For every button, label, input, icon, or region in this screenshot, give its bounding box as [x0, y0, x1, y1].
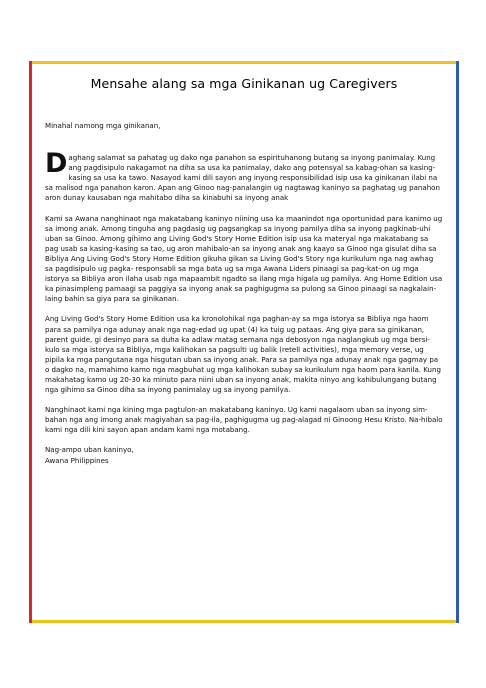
- letter-greeting: Minahal namong mga ginikanan,: [45, 121, 161, 130]
- letter-closing: [45, 445, 443, 465]
- paragraph-3: Ang Living God's Story Home Edition usa ka kronolohikal nga paghan-ay sa mga istorya sa Bibliya nga haom para sa pamilya nga adunay anak nga nag-edad ug upat (4) ka tuig ug pataas. Ang giya para sa ginikanan, parent guide, gi desinyo para sa duha ka adlaw matag semana nga debosyon nga naglangkub ug mga bersi-kulo sa mga istorya sa Bibliya, mga kalihokan sa pagsulti ug balik (retell activities), mga memory verse, ug pipila ka mga pangutana nga hisgutan uban sa inyong anak. Para sa pamilya nga adunay anak nga gagmay pa o dagko na, mamahimo kamo nga magbuhat ug mga kalihokan subay sa kurikulum nga haom para kanila. Kung makahatag kamo ug 20-30 ka minuto para niini uban sa inyong anak, makita ninyo ang kahibulungang butang nga gihimo sa Ginoo diha sa inyong panimalay ug sa inyong pamilya.: [45, 314, 441, 395]
- frame-top-border: [29, 61, 459, 64]
- frame-right-border: [456, 61, 459, 623]
- page-title: Mensahe alang sa mga Ginikanan ug Caregivers: [90, 76, 398, 91]
- signature-text: Awana Philippines: [45, 455, 109, 465]
- drop-cap: D: [45, 148, 68, 180]
- frame-bottom-border: [29, 620, 459, 623]
- paragraph-2: Kami sa Awana nanghinaot nga makatabang kaninyo niining usa ka maanindot nga oportunidad para kanimo ug sa imong anak. Among tinguha ang pagdasig ug pagsangkap sa inyong pamilya diha sa inyong pagkinab-uhi uban sa Ginoo. Among gihimo ang Living God's Story Home Edition isip usa ka materyal nga makatabang sa pag usab sa kasing-kasing sa tao, ug aron mahibalo-an sa inyong anak ang kaayo sa Ginoo nga gisulat diha sa Bibliya Ang Living God's Story Home Edition gikuha gikan sa Living God's Story nga kurikulum nga nag awhag sa pagdisipulo ug pagka- responsabli sa mga bata ug sa mga Awana Liders pinaagi sa pag-kat-on ug mga istorya sa Bibliya aron ilaha usab nga mapaambit ngadto sa ilang mga higala ug pamilya. Ang Home Edition usa ka pinasimpleng pamaagi sa paggiya sa inyong anak sa paghigugma sa pulong sa Ginoo pinaagi sa nagkalain-laing bahin sa giya para sa ginikanan.: [45, 213, 443, 304]
- paragraph-1-text: aghang salamat sa pahatag ug dako nga panahon sa espirituhanong butang sa inyong panimalay. Kung ang pagdisipulo nakagamot na diha sa usa ka panimalay, dako ang potensyal sa kabag-ohan sa kasing-kasing sa usa ka tawo. Nasayod kami dili sayon ang inyong responsibilidad isip usa ka ginikanan ilabi na sa malisod nga panahon karon. Apan ang Ginoo nag-panalangin ug nagtawag kaninyo sa paghatag ug panahon aron dunay kausaban nga mahitabo diha sa kinabuhi sa inyong anak: [45, 153, 440, 203]
- closing-text: Nag-ampo uban kaninyo,: [45, 445, 134, 455]
- frame-left-border: [29, 61, 32, 623]
- letter-body: [45, 121, 443, 476]
- paragraph-1: [45, 148, 443, 203]
- paragraph-4: Nanghinaot kami nga kining mga pagtulon-an makatabang kaninyo. Ug kami nagalaom uban sa inyong sim-bahan nga ang imong anak magiyahan sa pag-ila, paghigugma ug pag-alagad ni Ginoong Hesu Kristo. Na-hibalo kami nga dili kini sayon apan andam kami nga motabang.: [45, 405, 443, 435]
